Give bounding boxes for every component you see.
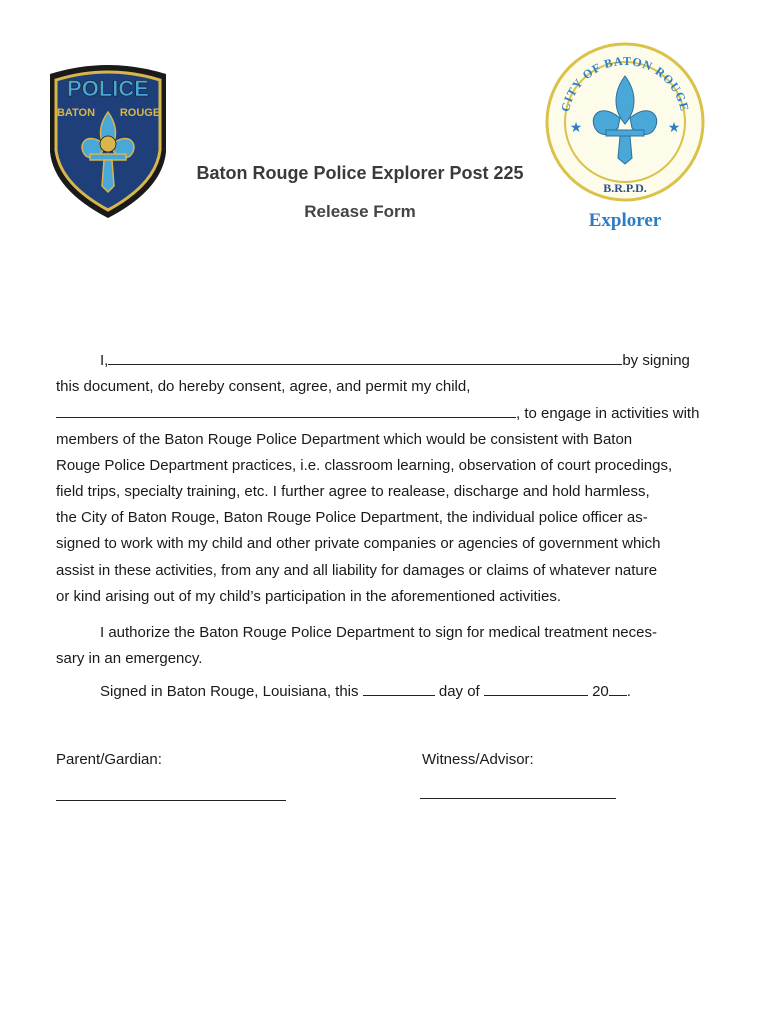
day-blank[interactable] — [363, 681, 435, 696]
signed-period: . — [626, 683, 631, 700]
consent-suffix: by signing — [622, 352, 690, 369]
parent-name-blank[interactable] — [108, 350, 622, 365]
year-blank[interactable] — [609, 681, 627, 696]
patch-police-text: POLICE — [67, 76, 149, 101]
day-of-text: day of — [438, 683, 480, 700]
body-line-8: signed to work with my child and other private companies or agencies of government which — [56, 535, 661, 552]
body-line-2: this document, do hereby consent, agree, and permit my child, — [56, 378, 471, 395]
seal-ring-text: CITY OF BATON ROUGE — [557, 53, 693, 114]
patch-rouge-text: ROUGE — [119, 107, 161, 119]
body-line-9: assist in these activities, from any and all liability for damages or claims of whatever nature — [56, 562, 658, 579]
body-line-5: Rouge Police Department practices, i.e. classroom learning, observation of court procedings, — [56, 457, 673, 474]
body-line-7: the City of Baton Rouge, Baton Rouge Police Department, the individual police officer as- — [56, 509, 648, 526]
engage-text: , to engage in activities with — [516, 405, 700, 422]
signed-line — [56, 679, 726, 705]
medical-auth-text: I authorize the Baton Rouge Police Department to sign for medical treatment neces- — [100, 624, 657, 641]
document-subtitle: Release Form — [304, 202, 416, 221]
scales-badge-icon — [100, 136, 116, 152]
body-line-4: members of the Baton Rouge Police Department which would be consistent with Baton — [56, 431, 633, 448]
parent-signature-line[interactable] — [56, 800, 286, 801]
police-patch-logo — [42, 60, 174, 222]
star-icon: ★ — [667, 119, 681, 135]
witness-signature-line[interactable] — [420, 798, 616, 799]
body-line-1 — [56, 348, 726, 374]
medical-auth-line-1 — [56, 620, 726, 646]
medical-auth-line-2: sary in an emergency. — [56, 650, 203, 667]
signed-location-text: Signed in Baton Rouge, Louisiana, this — [100, 683, 359, 700]
seal-brpd-text: B.R.P.D. — [603, 181, 647, 195]
patch-baton-text: BATON — [56, 107, 96, 119]
parent-guardian-label: Parent/Gardian: — [56, 751, 162, 768]
body-line-10: or kind arising out of my child’s participation in the aforementioned activities. — [56, 588, 561, 605]
document-title: Baton Rouge Police Explorer Post 225 — [196, 163, 524, 183]
body-line-3 — [56, 401, 726, 427]
child-name-blank[interactable] — [56, 403, 516, 418]
body-line-6: field trips, specialty training, etc. I further agree to realease, discharge and hold harmless, — [56, 483, 650, 500]
consent-prefix: I, — [100, 352, 109, 369]
star-icon: ★ — [569, 119, 583, 135]
year-prefix-text: 20 — [592, 683, 609, 700]
seal-explorer-caption: Explorer — [588, 210, 662, 231]
witness-advisor-label: Witness/Advisor: — [422, 751, 534, 768]
month-blank[interactable] — [484, 681, 588, 696]
